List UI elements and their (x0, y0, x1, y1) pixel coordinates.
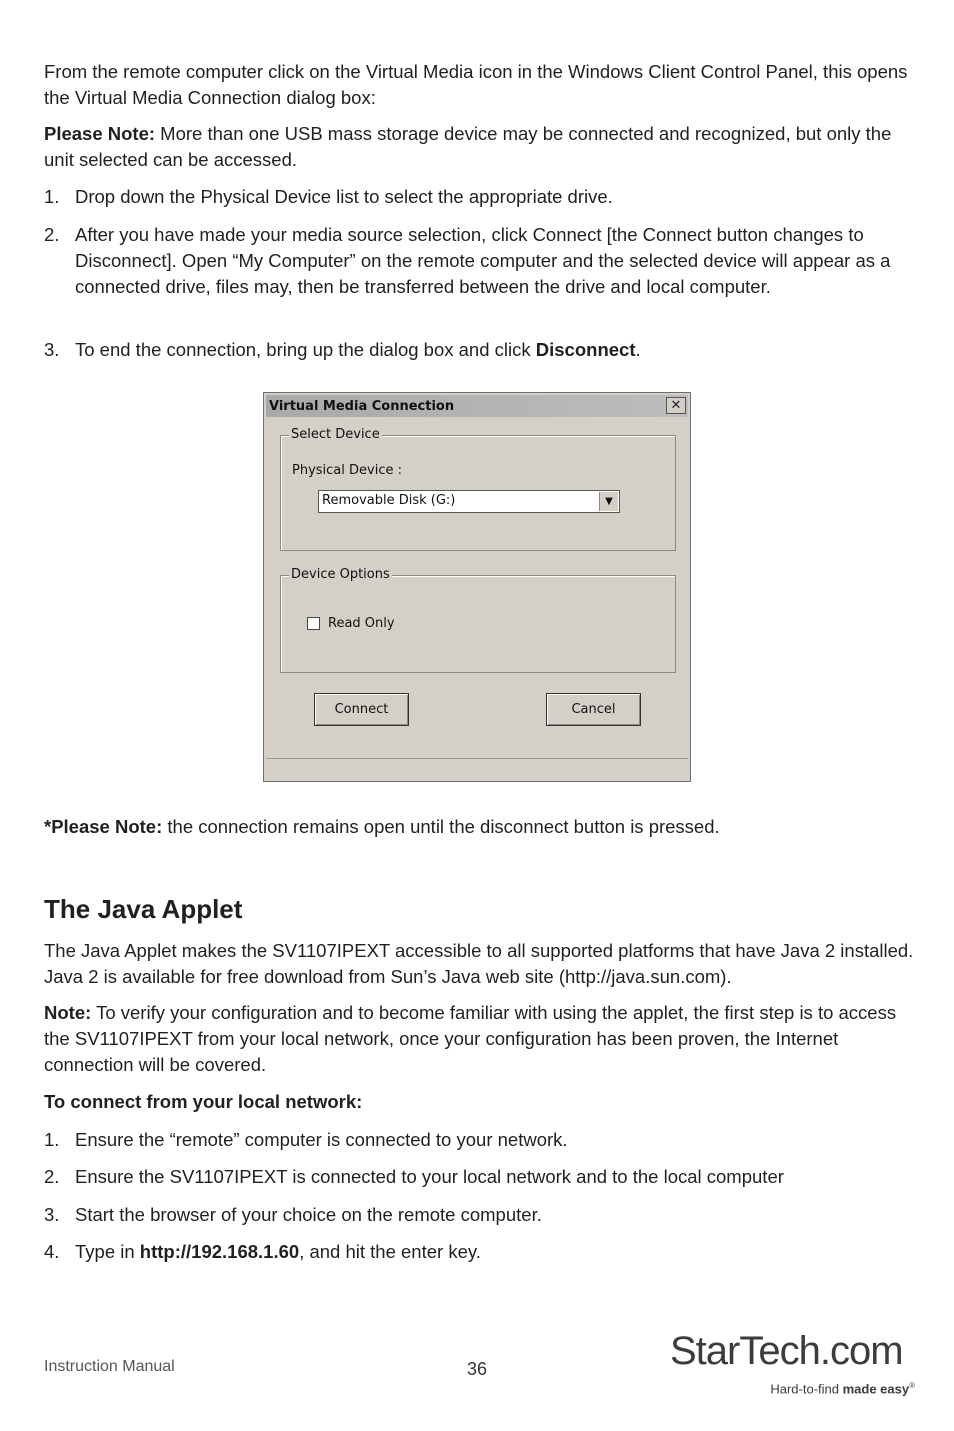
please-note-label: Please Note: (44, 123, 156, 144)
cancel-button[interactable]: Cancel (546, 693, 641, 726)
list-text (75, 1239, 914, 1265)
physical-device-label: Physical Device : (292, 463, 402, 478)
list-number: 3. (44, 339, 60, 360)
list-text: Ensure the SV1107IPEXT is connected to your local network and to the local computer (75, 1166, 784, 1187)
ip-address-text: http://192.168.1.60 (139, 1241, 300, 1262)
connect-button[interactable]: Connect (314, 693, 409, 726)
list-item (44, 1127, 914, 1153)
footer-manual-label: Instruction Manual (44, 1358, 175, 1375)
logo-tagline (770, 1378, 915, 1397)
list-number: 1. (44, 186, 60, 207)
list-text (75, 337, 914, 363)
physical-device-value: Removable Disk (G:) (322, 493, 456, 508)
java-note-text: To verify your configuration and to become familiar with using the applet, the first step is to access the SV1107IPEXT from your local network, once your configuration has been proven, the Internet connection will be covered. (44, 1002, 897, 1075)
java-note-label: Note: (44, 1002, 92, 1023)
section-heading: The Java Applet (44, 894, 243, 924)
list-text: Start the browser of your choice on the remote computer. (75, 1204, 542, 1225)
chevron-down-icon[interactable]: ▼ (599, 492, 618, 511)
list-number: 3. (44, 1204, 60, 1225)
list-number: 4. (44, 1241, 60, 1262)
please-note-2-paragraph (44, 814, 914, 840)
list-text: After you have made your media source selection, click Connect [the Connect button changes to Disconnect]. Open “My Computer” on the remote computer and the selected device will appear as a connected drive, files may, then be transferred between the drive and local computer. (75, 224, 891, 297)
virtual-media-dialog (263, 392, 691, 782)
select-device-label: Select Device (291, 427, 380, 442)
list-text-before: To end the connection, bring up the dialog box and click (75, 339, 536, 360)
list-item (44, 1202, 914, 1228)
startech-logo (670, 1328, 915, 1398)
logo-tagline-bold: made easy (842, 1381, 910, 1397)
dialog-status-bar (266, 758, 688, 779)
device-options-label: Device Options (291, 567, 390, 582)
list-item (44, 337, 914, 363)
list-item (44, 184, 914, 210)
list-text-after: . (635, 339, 641, 360)
logo-tagline-plain: Hard-to-find (770, 1381, 843, 1397)
read-only-label: Read Only (328, 616, 395, 631)
registered-mark: ® (909, 1381, 915, 1390)
dialog-title-bar (266, 395, 688, 417)
please-note-2-text: the connection remains open until the disconnect button is pressed. (162, 816, 720, 837)
please-note-text: More than one USB mass storage device may be connected and recognized, but only the unit selected can be accessed. (44, 123, 892, 170)
logo-wordmark: StarTech.com (670, 1329, 903, 1373)
java-note-paragraph (44, 1000, 914, 1078)
read-only-checkbox[interactable] (307, 617, 320, 630)
list-item (44, 1164, 914, 1190)
dialog-title: Virtual Media Connection (269, 399, 455, 414)
please-note-2-label: *Please Note: (44, 816, 163, 837)
page-number: 36 (466, 1359, 488, 1379)
local-network-subheading: To connect from your local network: (44, 1091, 363, 1112)
list-number: 1. (44, 1129, 60, 1150)
list-item (44, 1239, 914, 1265)
list-text: Ensure the “remote” computer is connected to your network. (75, 1129, 568, 1150)
list-number: 2. (44, 224, 60, 245)
java-intro-paragraph: The Java Applet makes the SV1107IPEXT accessible to all supported platforms that have Java 2 installed. Java 2 is available for free download from Sun’s Java web site (http://java.sun.com). (44, 940, 914, 987)
list-number: 2. (44, 1166, 60, 1187)
list-text-after: , and hit the enter key. (299, 1241, 481, 1262)
list-text: Drop down the Physical Device list to select the appropriate drive. (75, 186, 613, 207)
list-text-bold: Disconnect (535, 339, 636, 360)
physical-device-dropdown[interactable] (318, 490, 620, 513)
intro-paragraph: From the remote computer click on the Virtual Media icon in the Windows Client Control Panel, this opens the Virtual Media Connection dialog box: (44, 61, 908, 108)
please-note-paragraph (44, 121, 914, 173)
list-text-before: Type in (75, 1241, 140, 1262)
list-item (44, 222, 914, 300)
close-icon[interactable]: ✕ (666, 397, 686, 414)
